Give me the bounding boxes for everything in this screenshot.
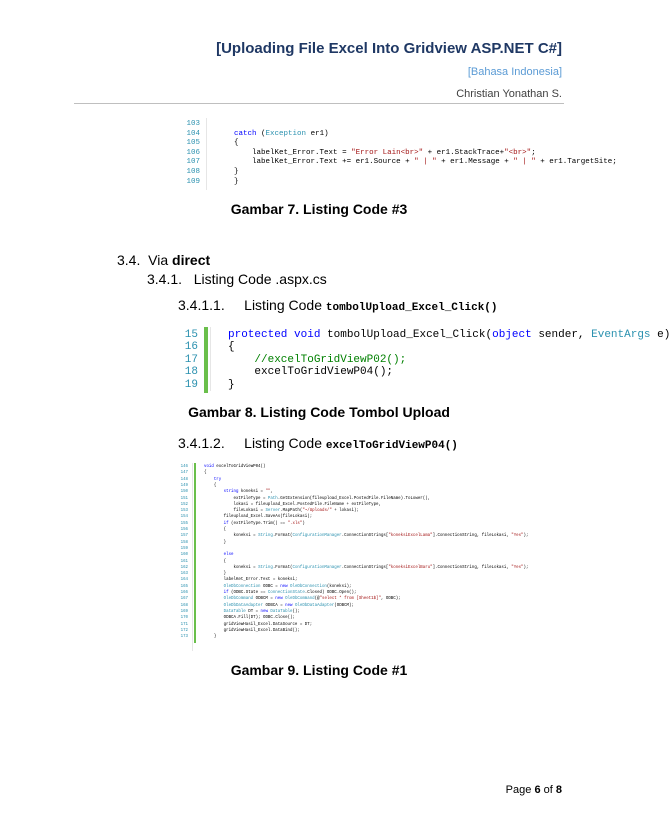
- subsection-number: 3.4.1.: [147, 271, 183, 287]
- line-number: 154: [180, 515, 188, 520]
- header-divider: [74, 103, 564, 104]
- subsubsection-title: Listing Code: [244, 435, 322, 451]
- code-line: {: [234, 139, 239, 148]
- current-page: 6: [534, 784, 541, 796]
- change-indicator: [204, 327, 208, 393]
- code-line: catch (Exception er1): [234, 129, 329, 138]
- caption-gambar-8: Gambar 8. Listing Code Tombol Upload: [188, 404, 450, 420]
- subsubsection-number: 3.4.1.1.: [178, 297, 225, 313]
- code-line: fileupload_Excel.SaveAs(fileLokasi);: [223, 515, 313, 520]
- of-label: of: [543, 784, 553, 796]
- line-number: 147: [180, 471, 188, 476]
- code-listing-3: [178, 118, 617, 190]
- line-number: 108: [186, 168, 200, 176]
- line-number: 19: [184, 378, 198, 391]
- line-number: 157: [180, 534, 188, 539]
- code-line: lokasi = fileupload_Excel.PostedFile.FileName + extFileType,: [233, 502, 381, 507]
- code-line: }: [204, 635, 217, 640]
- code-line: fileLokasi = Server.MapPath("~/Uploads/" + lokasi);: [233, 509, 359, 514]
- code-line: {: [204, 471, 207, 476]
- caption-gambar-7: Gambar 7. Listing Code #3: [230, 201, 408, 217]
- document-title: [Uploading File Excel Into Gridview ASP.NET C#]: [216, 40, 562, 57]
- code-listing-1: [178, 463, 578, 651]
- line-number: 156: [180, 528, 188, 532]
- code-line: {: [204, 559, 227, 564]
- code-line: OleDbConnection ODBC = new OleDbConnection(koneksi);: [223, 584, 352, 589]
- code-line: labelKet_Error.Text = "Error Lain<br>" + er1.StackTrace+"<br>";: [252, 148, 536, 157]
- document-author: Christian Yonathan S.: [456, 88, 562, 100]
- line-number: 153: [180, 509, 188, 514]
- code-line: koneksi = String.Format(ConfigurationManager.ConnectionStrings["koneksiExcelLama"].ConnectionString, fileLokasi, "Yes");: [233, 534, 529, 539]
- code-line: }: [234, 168, 239, 176]
- code-listing-tombol-upload: [178, 327, 670, 391]
- code-line: gridViewHasil_Excel.DataSource = DT;: [223, 622, 313, 627]
- code-line: protected void tombolUpload_Excel_Click(object sender, EventArgs e): [228, 329, 670, 341]
- line-number: 168: [180, 603, 188, 608]
- line-number: 173: [180, 635, 188, 640]
- code-line: gridViewHasil_Excel.DataBind();: [223, 628, 300, 633]
- section-keyword: direct: [172, 252, 211, 268]
- line-number: 162: [180, 565, 188, 570]
- line-number: 151: [180, 496, 188, 501]
- code-line: }: [204, 540, 227, 545]
- code-line: OleDbCommand ODBCM = new OleDbCommand(@"select * from [Sheet1$]", ODBC);: [223, 597, 401, 602]
- subsection-heading: [147, 271, 327, 287]
- line-number: 103: [186, 120, 200, 128]
- method-name: excelToGridViewP04(): [325, 440, 458, 452]
- total-pages: 8: [555, 784, 562, 796]
- code-line: {: [204, 483, 217, 488]
- line-number: 166: [180, 591, 188, 595]
- caption-gambar-9: Gambar 9. Listing Code #1: [230, 662, 408, 678]
- line-number: 105: [186, 139, 200, 148]
- line-number: 15: [184, 329, 198, 341]
- code-line: OleDbDataAdapter ODBCA = new OleDbDataAdapter(ODBCM);: [223, 603, 354, 608]
- page-number: [506, 784, 562, 796]
- code-line: if (ODBC.State == ConnectionState.Closed) ODBC.Open();: [223, 591, 357, 595]
- code-line: labelKet_Error.Text += er1.Source + " | " + er1.Message + " | " + er1.TargetSite;: [252, 158, 617, 167]
- subsection-title: Listing Code .aspx.cs: [193, 271, 327, 287]
- line-number: 169: [180, 609, 188, 614]
- line-number: 148: [180, 477, 188, 482]
- line-number: 104: [186, 129, 200, 138]
- subsubsection-title: Listing Code: [244, 297, 322, 313]
- line-number: 107: [186, 158, 200, 167]
- code-line: if (extFileType.Trim() == ".xls"): [223, 521, 305, 526]
- code-line: ODBCA.Fill(DT); ODBC.Close();: [223, 616, 295, 621]
- line-number: 172: [180, 628, 188, 633]
- code-line: string koneksi = "",: [223, 490, 273, 495]
- line-number: 160: [180, 553, 188, 558]
- section-heading: [117, 252, 210, 268]
- code-line: excelToGridViewP04();: [254, 366, 394, 379]
- code-line: {: [228, 341, 235, 354]
- page-label: Page: [505, 784, 532, 796]
- code-line: DataTable DT = new DataTable();: [223, 609, 300, 614]
- code-line: }: [228, 378, 235, 391]
- subsubsection-heading-2: [178, 435, 458, 452]
- line-number: 165: [180, 584, 188, 589]
- code-line: labelKet_Error.Text = koneksi;: [223, 578, 298, 583]
- code-line: }: [234, 177, 239, 186]
- line-number: 150: [180, 490, 188, 495]
- code-line: void excelToGridViewP04(): [204, 465, 266, 469]
- section-number: 3.4.: [117, 252, 141, 268]
- change-indicator: [194, 463, 196, 643]
- line-number: 109: [186, 177, 200, 186]
- line-number: 170: [180, 616, 188, 621]
- line-number: 171: [180, 622, 188, 627]
- code-line: try: [213, 477, 222, 482]
- code-line: //excelToGridViewP02();: [254, 353, 407, 366]
- subsubsection-heading-1: [178, 297, 498, 314]
- line-number: 17: [184, 353, 198, 366]
- method-name: tombolUpload_Excel_Click(): [325, 302, 498, 314]
- line-number: 161: [180, 559, 188, 564]
- code-line: else: [223, 553, 234, 558]
- line-number: 158: [180, 540, 188, 545]
- line-number: 149: [180, 483, 188, 488]
- code-line: {: [204, 528, 227, 532]
- code-line: }: [204, 572, 227, 577]
- line-number: 152: [180, 502, 188, 507]
- line-number: 155: [180, 521, 188, 526]
- line-number: 18: [184, 366, 198, 379]
- code-line: koneksi = String.Format(ConfigurationManager.ConnectionStrings["koneksiExcelBaru"].ConnectionString, fileLokasi, "Yes");: [233, 565, 529, 570]
- line-number: 164: [180, 578, 188, 583]
- line-number: 159: [180, 546, 188, 551]
- line-number: 106: [186, 148, 200, 157]
- document-language: [Bahasa Indonesia]: [467, 66, 562, 78]
- line-number: 16: [184, 341, 198, 354]
- section-prefix: Via: [148, 252, 169, 268]
- subsubsection-number: 3.4.1.2.: [178, 435, 225, 451]
- code-line: extFileType = Path.GetExtension(fileupload_Excel.PostedFile.FileName).ToLower(),: [233, 496, 431, 501]
- line-number: 146: [180, 465, 188, 469]
- line-number: 163: [180, 572, 188, 577]
- line-number: 167: [180, 597, 188, 602]
